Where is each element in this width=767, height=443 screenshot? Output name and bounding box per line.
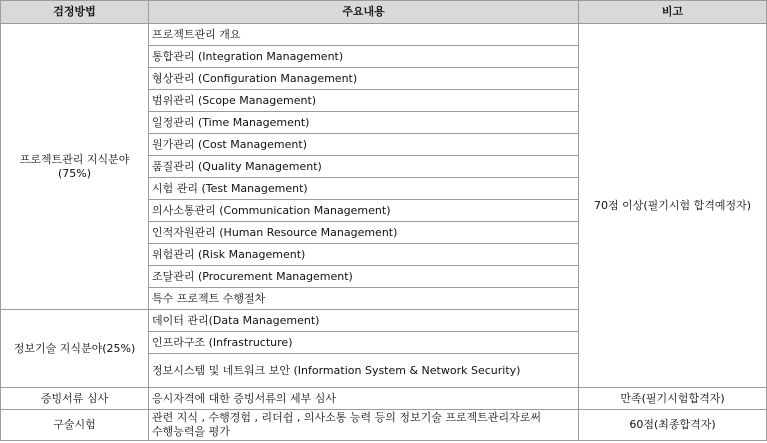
- header-content: 주요내용: [149, 1, 579, 24]
- content-cell: 관련 지식 , 수행경험 , 리더쉽 , 의사소통 능력 등의 정보기술 프로젝트관리자로써 수행능력을 평가: [149, 410, 579, 441]
- content-cell: 응시자격에 대한 증빙서류의 세부 심사: [149, 388, 579, 410]
- header-method: 검정방법: [1, 1, 149, 24]
- content-cell: 원가관리 (Cost Management): [149, 134, 579, 156]
- content-cell: 형상관리 (Configuration Management): [149, 68, 579, 90]
- content-cell: 인프라구조 (Infrastructure): [149, 332, 579, 354]
- content-cell: 시험 관리 (Test Management): [149, 178, 579, 200]
- content-cell: 특수 프로젝트 수행절차: [149, 288, 579, 310]
- content-cell: 품질관리 (Quality Management): [149, 156, 579, 178]
- method-cell-docs: 증빙서류 심사: [1, 388, 149, 410]
- content-cell: 정보시스템 및 네트워크 보안 (Information System & Network Security): [149, 354, 579, 388]
- method-cell-oral: 구술시험: [1, 410, 149, 441]
- content-cell: 일정관리 (Time Management): [149, 112, 579, 134]
- method-cell-it: 정보기술 지식분야(25%): [1, 310, 149, 388]
- content-cell: 범위관리 (Scope Management): [149, 90, 579, 112]
- content-cell: 의사소통관리 (Communication Management): [149, 200, 579, 222]
- table-row: [1, 388, 767, 410]
- note-cell-pm: 70점 이상(필기시험 합격예정자): [579, 24, 767, 388]
- note-cell-oral: 60점(최종합격자): [579, 410, 767, 441]
- content-cell: 통합관리 (Integration Management): [149, 46, 579, 68]
- method-label-pm: 프로젝트관리 지식분야 (75%): [19, 152, 130, 180]
- header-note: 비고: [579, 1, 767, 24]
- content-cell: 위험관리 (Risk Management): [149, 244, 579, 266]
- table-row: [1, 24, 767, 46]
- method-cell-pm: [1, 24, 149, 310]
- table-row: [1, 410, 767, 441]
- note-cell-docs: 만족(필기시험합격자): [579, 388, 767, 410]
- content-cell: 조달관리 (Procurement Management): [149, 266, 579, 288]
- header-row: [1, 1, 767, 24]
- content-cell: 프로젝트관리 개요: [149, 24, 579, 46]
- content-cell: 데이터 관리(Data Management): [149, 310, 579, 332]
- content-cell: 인적자원관리 (Human Resource Management): [149, 222, 579, 244]
